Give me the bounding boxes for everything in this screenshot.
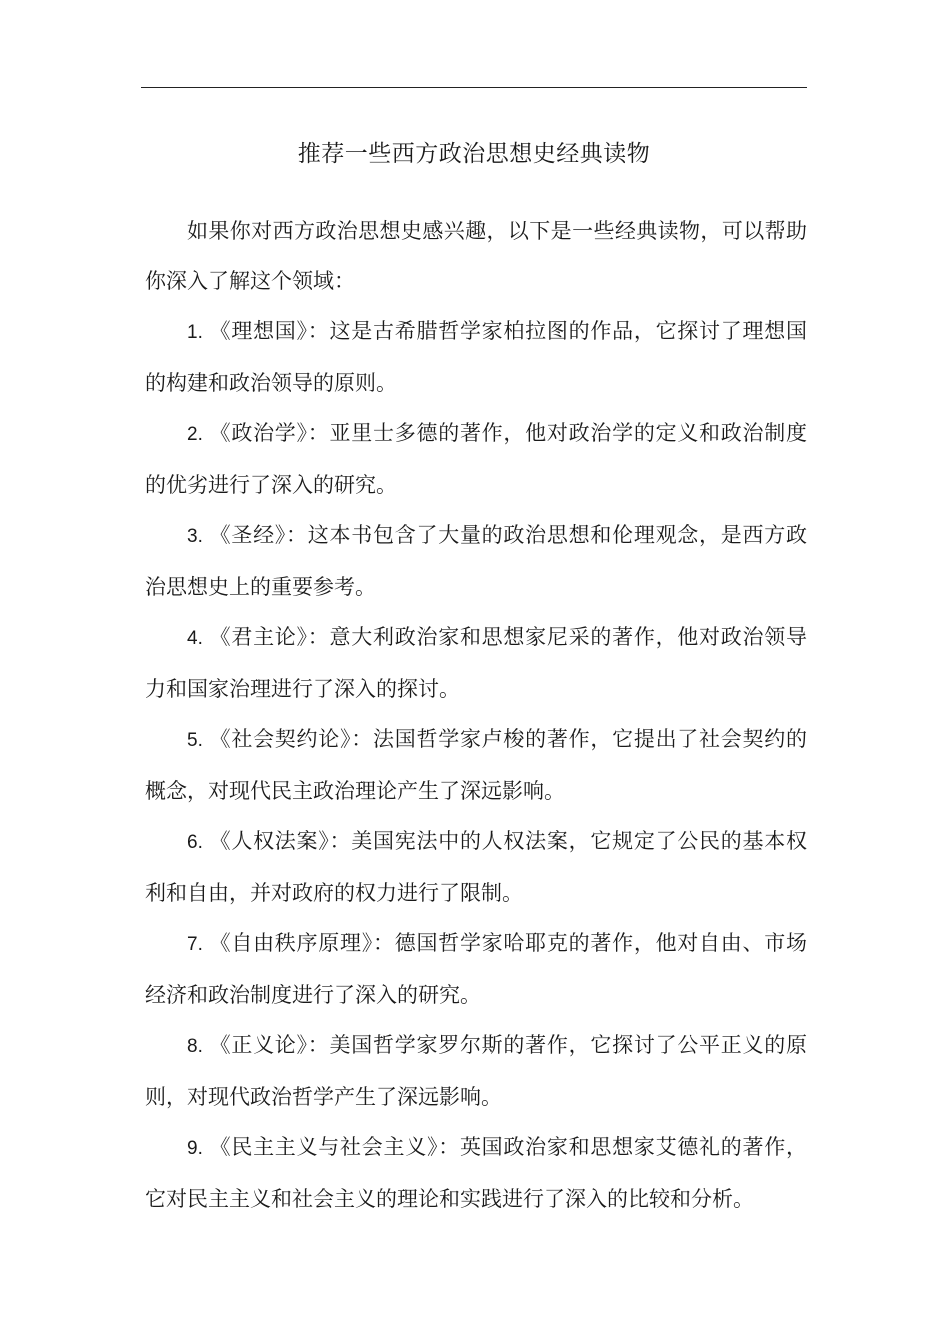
item-number: 8. [187, 1036, 203, 1057]
item-text: 《民主主义与社会主义》：英国政治家和思想家艾德礼的著作，它对民主主义和社会主义的理论和实践进行了深入的比较和分析。 [145, 1135, 807, 1211]
item-text: 《正义论》：美国哲学家罗尔斯的著作，它探讨了公平正义的原则，对现代政治哲学产生了深远影响。 [145, 1033, 807, 1109]
item-text: 《君主论》：意大利政治家和思想家尼采的著作，他对政治领导力和国家治理进行了深入的探讨。 [145, 625, 807, 701]
list-item [145, 612, 807, 714]
list-item [145, 408, 807, 510]
item-number: 9. [187, 1138, 203, 1159]
item-number: 5. [187, 730, 203, 751]
item-text: 《政治学》：亚里士多德的著作，他对政治学的定义和政治制度的优劣进行了深入的研究。 [145, 421, 807, 497]
item-number: 6. [187, 832, 203, 853]
list-item [145, 1122, 807, 1224]
item-text: 《自由秩序原理》：德国哲学家哈耶克的著作，他对自由、市场经济和政治制度进行了深入的研究。 [145, 931, 807, 1007]
item-number: 3. [187, 526, 203, 547]
item-text: 《理想国》：这是古希腊哲学家柏拉图的作品，它探讨了理想国的构建和政治领导的原则。 [145, 319, 807, 395]
item-number: 2. [187, 424, 203, 445]
item-number: 4. [187, 628, 203, 649]
page-title: 推荐一些西方政治思想史经典读物 [297, 141, 651, 167]
item-text: 《社会契约论》：法国哲学家卢梭的著作，它提出了社会契约的概念，对现代民主政治理论产生了深远影响。 [145, 727, 807, 803]
item-text: 《圣经》：这本书包含了大量的政治思想和伦理观念，是西方政治思想史上的重要参考。 [145, 523, 807, 599]
item-number: 7. [187, 934, 203, 955]
list-item [145, 510, 807, 612]
body-text [145, 206, 807, 1224]
intro-paragraph: 如果你对西方政治思想史感兴趣，以下是一些经典读物，可以帮助你深入了解这个领域： [145, 219, 807, 293]
list-item [145, 918, 807, 1020]
list-item [145, 816, 807, 918]
header-rule [141, 87, 807, 88]
list-item [145, 1020, 807, 1122]
item-text: 《人权法案》：美国宪法中的人权法案，它规定了公民的基本权利和自由，并对政府的权力进行了限制。 [145, 829, 807, 905]
item-number: 1. [187, 322, 203, 343]
list-item [145, 714, 807, 816]
list-item [145, 306, 807, 408]
